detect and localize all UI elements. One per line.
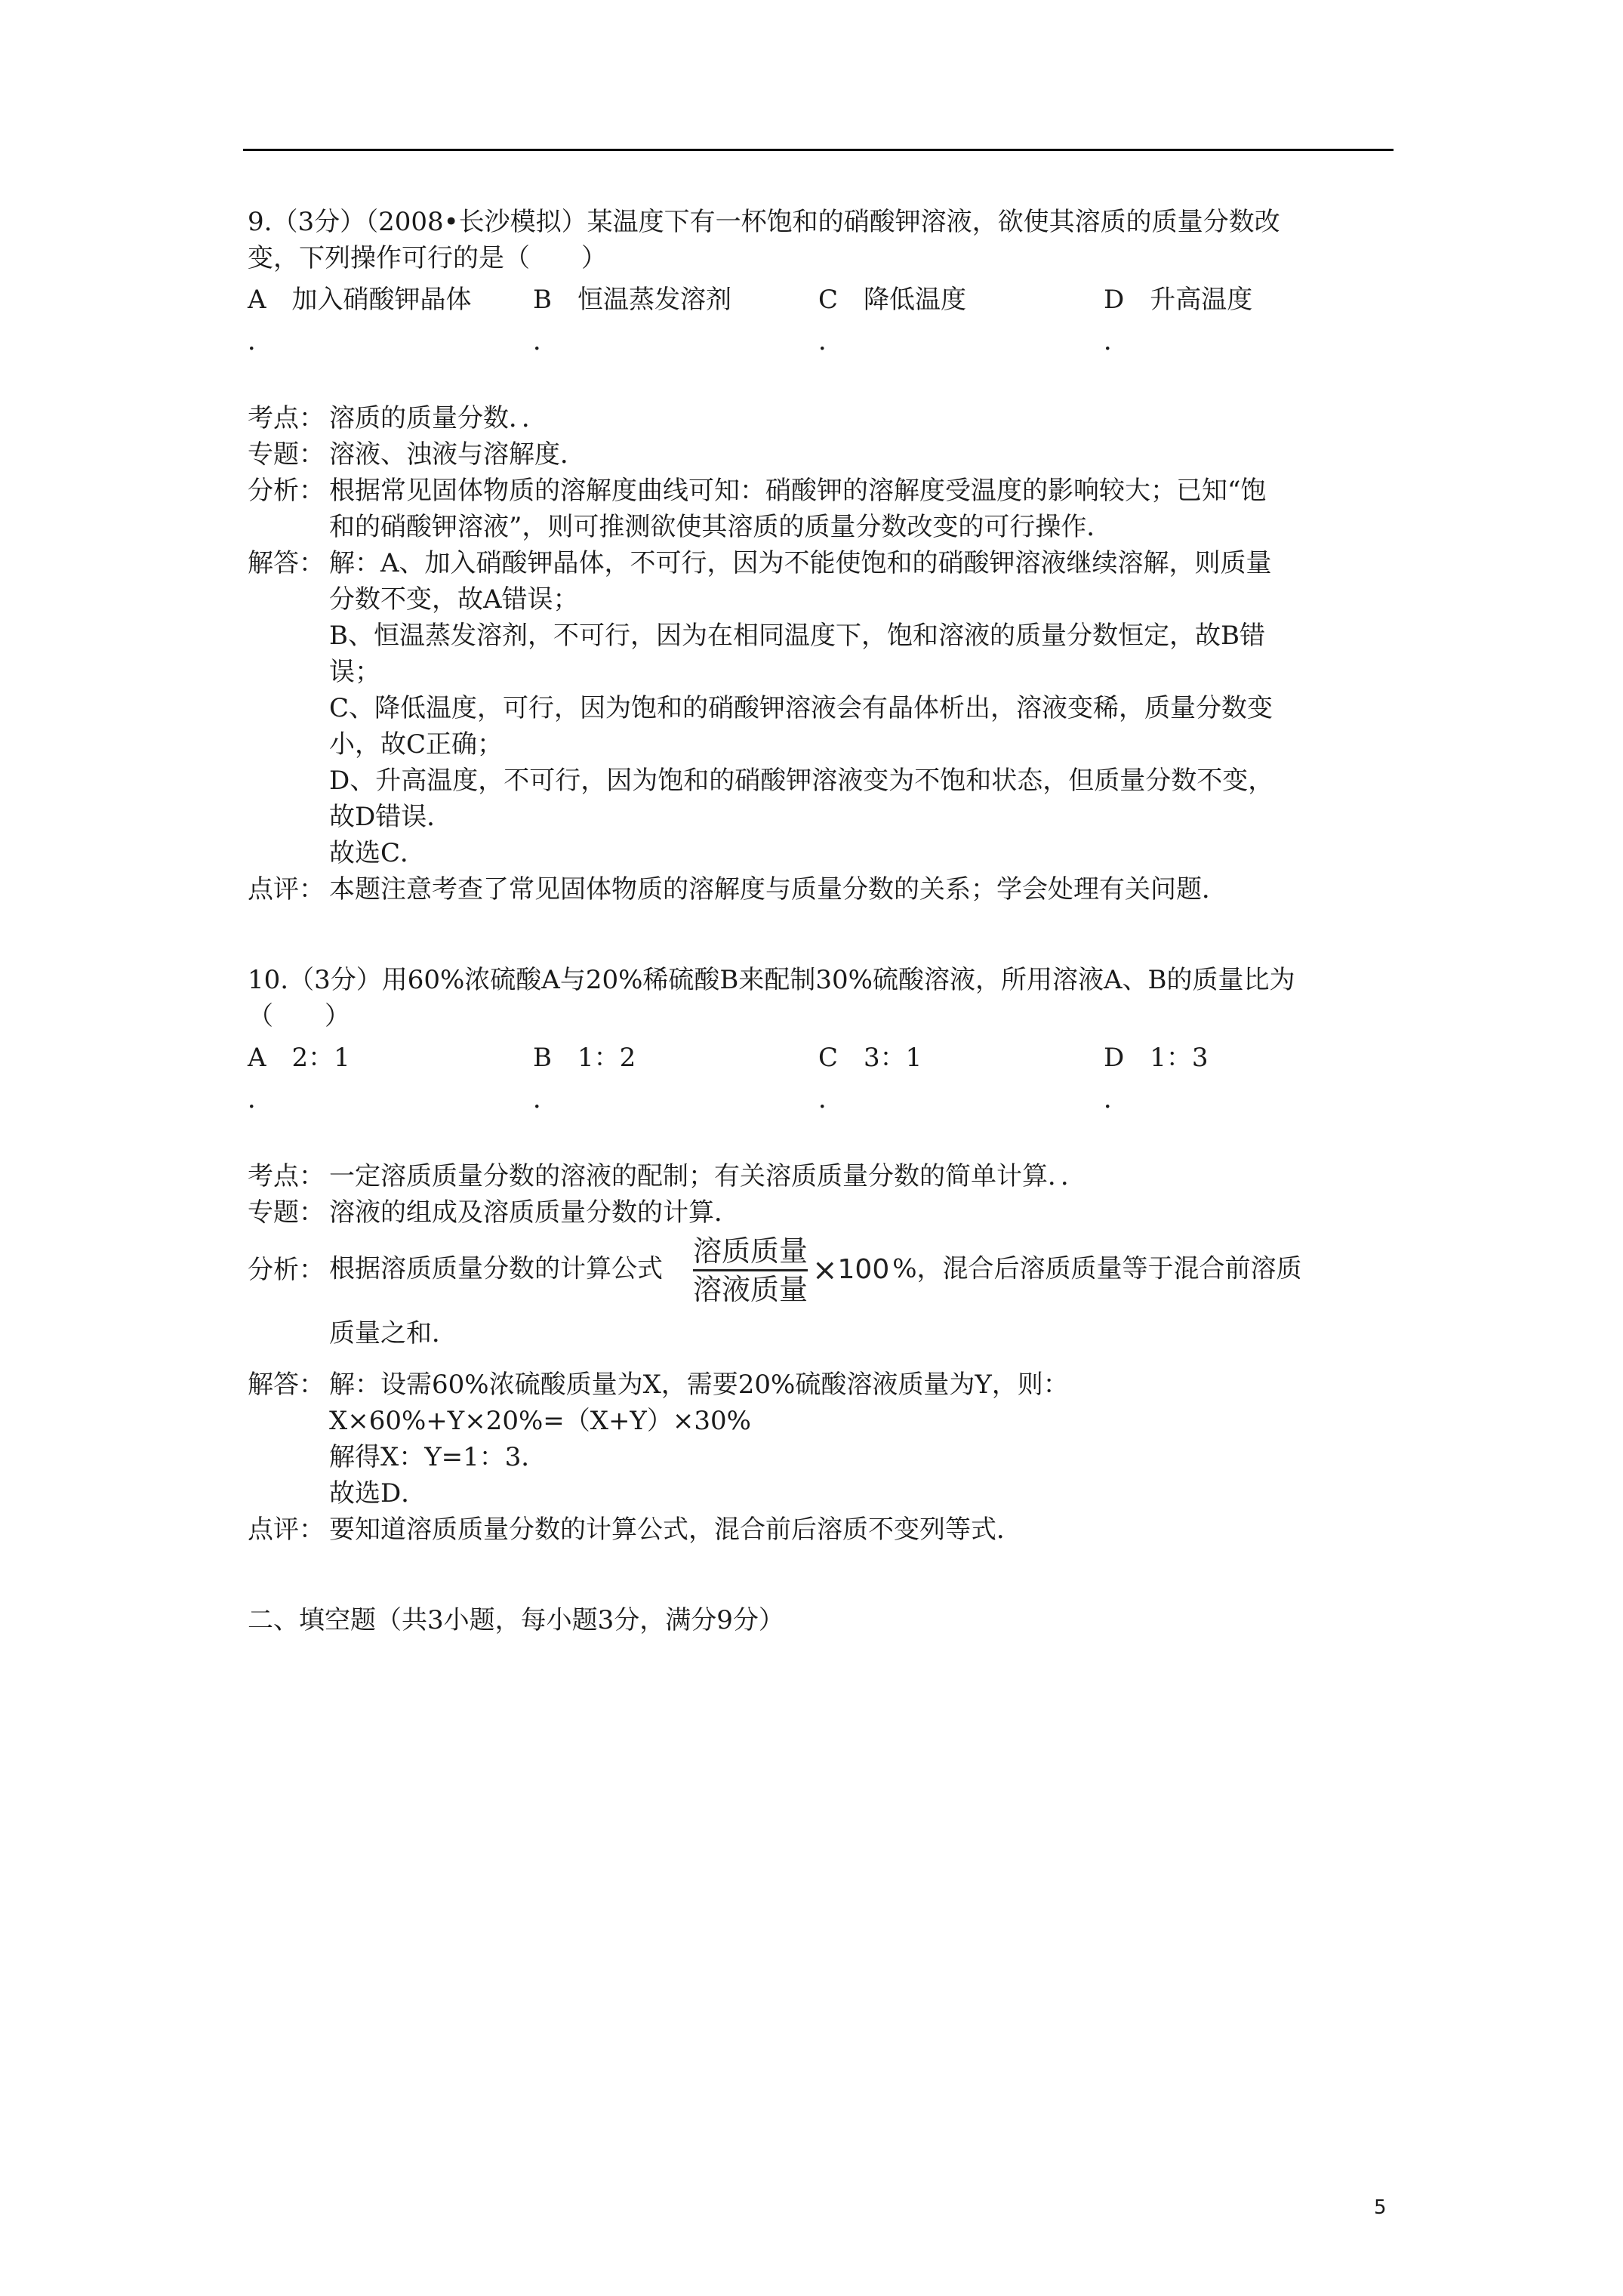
q10-option-d: D 1：3 <box>1104 1043 1209 1073</box>
q10-options <box>248 1034 1395 1081</box>
q9-stem-line1: 9.（3分）（2008•长沙模拟）某温度下有一杯饱和的硝酸钾溶液，欲使其溶质的质量分数改 <box>248 207 1280 237</box>
q10-dianping-text: 要知道溶质质量分数的计算公式，混合前后溶质不变列等式． <box>329 1515 1022 1545</box>
q9-options <box>248 276 1395 323</box>
q9-kaodian-text: 溶质的质量分数．． <box>329 403 547 433</box>
section2-title: 二、填空题（共3小题，每小题3分，满分9分） <box>248 1605 784 1635</box>
q10-dot-a: ． <box>248 1084 273 1114</box>
q10-kaodian <box>248 1158 1395 1194</box>
q10-jieda-line2: X×60%+Y×20%=（X+Y）×30% <box>329 1406 751 1436</box>
q9-jieda-line7: D、升高温度，不可行，因为饱和的硝酸钾溶液变为不饱和状态，但质量分数不变， <box>329 766 1274 796</box>
q10-fenxi-line2: 质量之和． <box>329 1318 457 1348</box>
q9-jieda-line9: 故选C． <box>329 838 427 868</box>
q10-dot-d: ． <box>1104 1084 1129 1114</box>
q9-zhuanti-text: 溶液、浊液与溶解度． <box>329 439 586 470</box>
q9-dot-b: ． <box>533 326 559 356</box>
q9-jieda-label: 解答： <box>248 548 325 578</box>
q10-fenxi-line1 <box>329 1234 1395 1306</box>
q9-kaodian-label: 考点： <box>248 403 325 433</box>
q10-jieda-line4: 故选D． <box>329 1478 427 1509</box>
q10-zhuanti-text: 溶液的组成及溶质质量分数的计算． <box>329 1197 740 1228</box>
q10-jieda-label: 解答： <box>248 1370 325 1400</box>
q10-dianping-label: 点评： <box>248 1515 325 1545</box>
q9-dot-d: ． <box>1104 326 1129 356</box>
q10-stem-line2: （ ） <box>248 1001 350 1031</box>
q10-jieda <box>248 1367 1395 1403</box>
q9-dianping <box>248 871 1395 908</box>
q9-jieda-line5: C、降低温度，可行，因为饱和的硝酸钾溶液会有晶体析出，溶液变稀，质量分数变 <box>329 693 1273 723</box>
q9-dianping-text: 本题注意考查了常见固体物质的溶解度与质量分数的关系；学会处理有关问题． <box>329 874 1227 905</box>
page-content <box>248 204 1395 1638</box>
q10-jieda-line3: 解得X：Y=1：3． <box>329 1442 547 1472</box>
q9-option-b: B 恒温蒸发溶剂 <box>533 285 731 315</box>
q10-kaodian-text: 一定溶质质量分数的溶液的配制；有关溶质质量分数的简单计算．． <box>329 1161 1086 1191</box>
q10-dot-c: ． <box>818 1084 844 1114</box>
q9-jieda-line4: 误； <box>329 657 380 687</box>
q10-option-a: A 2：1 <box>248 1043 350 1073</box>
fraction-bar <box>693 1269 808 1271</box>
q9-fenxi-label: 分析： <box>248 476 325 506</box>
q9-dot-c: ． <box>818 326 844 356</box>
q10-fenxi-post: %，混合后溶质质量等于混合前溶质 <box>892 1253 1302 1284</box>
q10-fenxi <box>248 1231 1395 1309</box>
q10-stem-line1: 10.（3分）用60%浓硫酸A与20%稀硫酸B来配制30%硫酸溶液，所用溶液A、B的质量比为 <box>248 965 1295 995</box>
q9-jieda-line6: 小，故C正确； <box>329 729 504 760</box>
q9-option-a: A 加入硝酸钾晶体 <box>248 285 472 315</box>
q10-dianping <box>248 1512 1395 1548</box>
q9-stem-line2: 变，下列操作可行的是（ ） <box>248 243 607 273</box>
q9-dianping-label: 点评： <box>248 874 325 905</box>
q10-option-dots <box>248 1081 1395 1125</box>
q9-fenxi <box>248 473 1395 509</box>
q9-option-d: D 升高温度 <box>1104 285 1253 315</box>
q9-zhuanti <box>248 436 1395 473</box>
q9-jieda <box>248 545 1395 581</box>
q10-option-c: C 3：1 <box>818 1043 922 1073</box>
q9-jieda-line3: B、恒温蒸发溶剂，不可行，因为在相同温度下，饱和溶液的质量分数恒定，故B错 <box>329 621 1265 651</box>
q9-jieda-line2: 分数不变，故A错误； <box>329 584 579 615</box>
q9-option-dots <box>248 323 1395 367</box>
q9-jieda-line1: 解：A、加入硝酸钾晶体，不可行，因为不能使饱和的硝酸钾溶液继续溶解，则质量 <box>329 548 1272 578</box>
mass-fraction-formula <box>693 1234 808 1306</box>
q10-jieda-line1: 解：设需60%浓硫酸质量为X，需要20%硫酸溶液质量为Y，则： <box>329 1370 1069 1400</box>
q10-zhuanti-label: 专题： <box>248 1197 325 1228</box>
q10-option-b: B 1：2 <box>533 1043 636 1073</box>
header-rule <box>243 149 1394 151</box>
q10-fenxi-label: 分析： <box>248 1255 325 1285</box>
q10-zhuanti <box>248 1194 1395 1231</box>
q9-kaodian <box>248 400 1395 436</box>
q9-dot-a: ． <box>248 326 273 356</box>
q10-fenxi-pre: 根据溶质质量分数的计算公式 <box>329 1253 663 1284</box>
formula-hundred: 100 <box>837 1254 890 1285</box>
formula-times: × <box>812 1253 838 1287</box>
q9-zhuanti-label: 专题： <box>248 439 325 470</box>
q10-kaodian-label: 考点： <box>248 1161 325 1191</box>
page-number: 5 <box>1374 2196 1387 2219</box>
formula-numerator: 溶质质量 <box>693 1234 808 1268</box>
q10-dot-b: ． <box>533 1084 559 1114</box>
formula-denominator: 溶液质量 <box>693 1272 808 1306</box>
q9-fenxi-line2: 和的硝酸钾溶液”，则可推测欲使其溶质的质量分数改变的可行操作． <box>329 512 1113 542</box>
q9-jieda-line8: 故D错误． <box>329 802 453 832</box>
q9-fenxi-line1: 根据常见固体物质的溶解度曲线可知：硝酸钾的溶解度受温度的影响较大；已知“饱 <box>329 476 1267 506</box>
q9-option-c: C 降低温度 <box>818 285 967 315</box>
